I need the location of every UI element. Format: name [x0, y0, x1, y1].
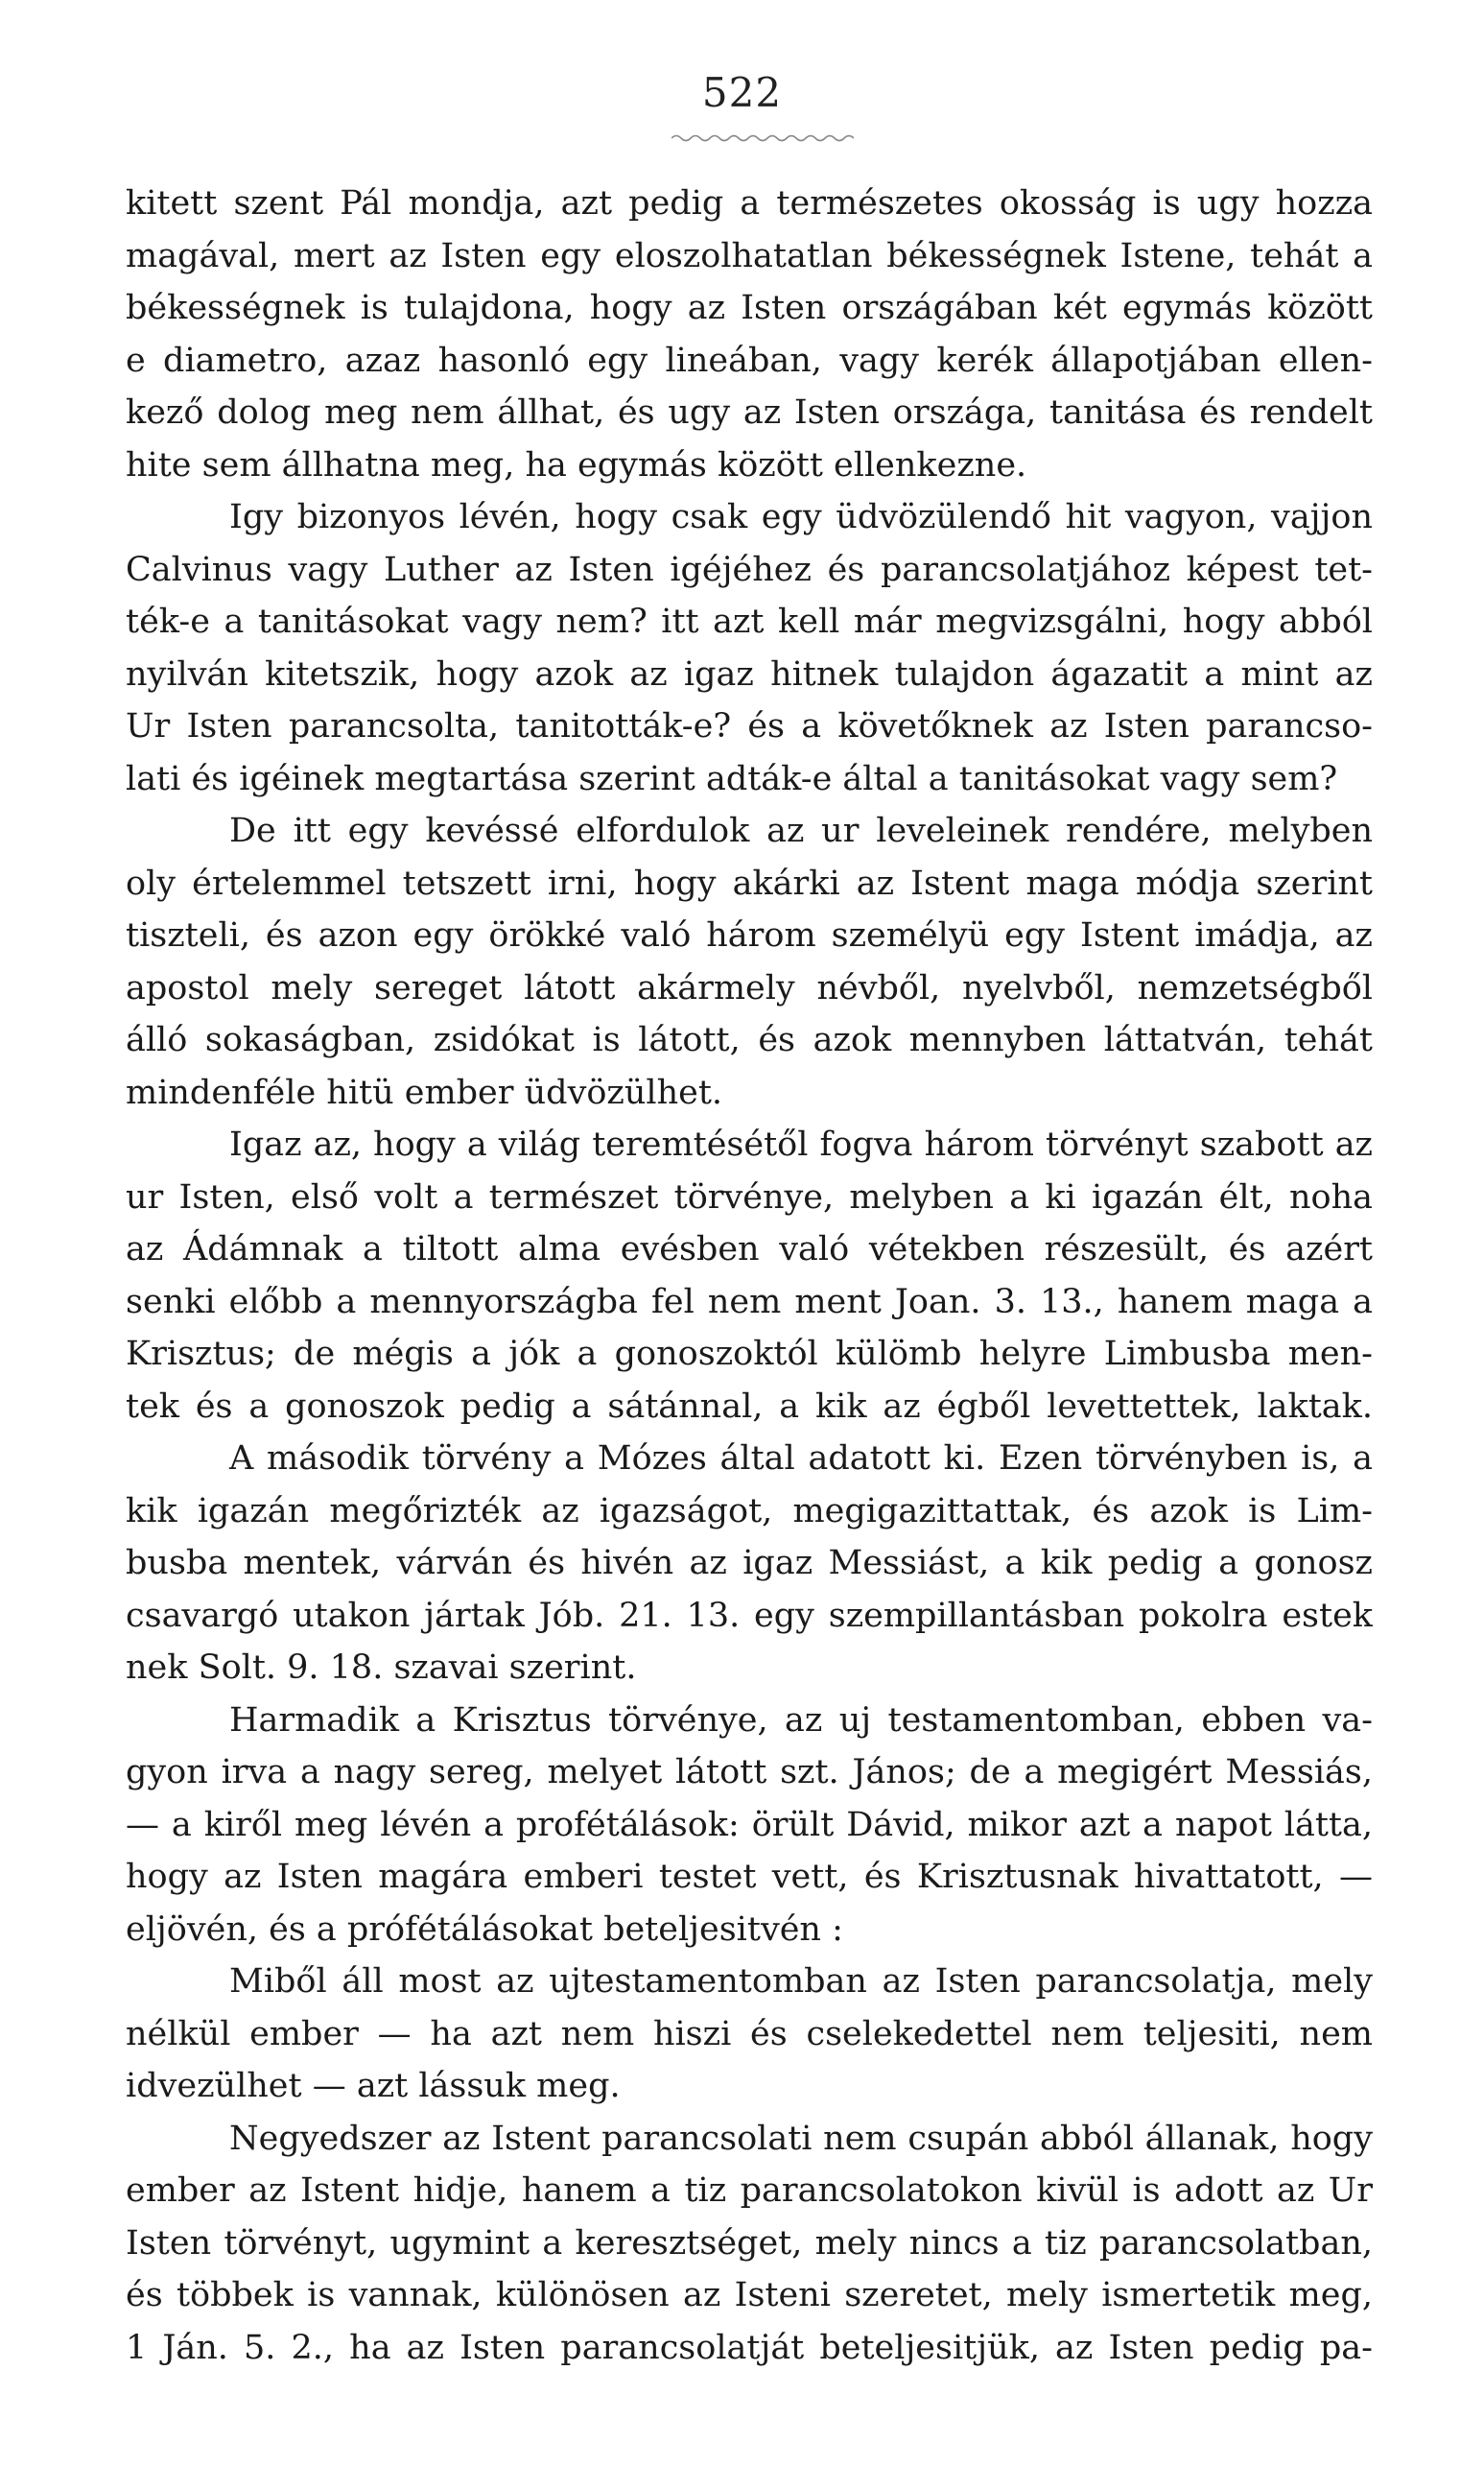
- text-line: ember az Istent hidje, hanem a tiz parancsolatokon kivül is adott az Ur: [126, 2171, 1373, 2210]
- text-line: eljövén, és a prófétálásokat beteljesitvén :: [126, 1909, 843, 1949]
- text-line: ur Isten, első volt a természet törvénye, melyben a ki igazán élt, noha: [126, 1177, 1373, 1217]
- text-line: idvezülhet — azt lássuk meg.: [126, 2067, 621, 2105]
- text-line: gyon irva a nagy sereg, melyet látott szt. János; de a megigért Messiás,: [126, 1753, 1373, 1791]
- text-line: álló sokaságban, zsidókat is látott, és azok mennyben láttatván, tehát: [126, 1021, 1373, 1059]
- text-line: Ur Isten parancsolta, tanitották-e? és a követőknek az Isten parancso-: [126, 707, 1373, 746]
- paragraph-5: [126, 1433, 1373, 1695]
- text-line: kitett szent Pál mondja, azt pedig a természetes okosság is ugy hozza: [126, 184, 1373, 223]
- text-line: apostol mely sereget látott akármely névből, nyelvből, nemzetségből: [126, 968, 1373, 1007]
- text-line: tek és a gonoszok pedig a sátánnal, a kik az égből levettettek, laktak.: [126, 1387, 1373, 1426]
- text-line: csavargó utakon jártak Jób. 21. 13. egy szempillantásban pokolra estek: [126, 1596, 1373, 1635]
- text-line: Calvinus vagy Luther az Isten igéjéhez és parancsolatjához képest tet-: [126, 550, 1373, 589]
- paragraph-7: [126, 1956, 1373, 2113]
- text-line: tiszteli, és azon egy örökké való három személyü egy Istent imádja, az: [126, 916, 1373, 955]
- text-line: Harmadik a Krisztus törvénye, az uj testamentomban, ebben va-: [229, 1700, 1373, 1740]
- text-line: De itt egy kevéssé elfordulok az ur leveleinek rendére, melyben: [229, 812, 1373, 850]
- text-line: kik igazán megőrizték az igazságot, megigazittattak, és azok is Lim-: [126, 1491, 1373, 1530]
- text-line: és többek is vannak, különösen az Isteni szeretet, mely ismertetik meg,: [126, 2276, 1373, 2314]
- text-line: lati és igéinek megtartása szerint adták-e által a tanitásokat vagy sem?: [126, 759, 1338, 798]
- text-line: kező dolog meg nem állhat, és ugy az Isten országa, tanitása és rendelt: [126, 393, 1373, 432]
- text-line: Igy bizonyos lévén, hogy csak egy üdvözülendő hit vagyon, vajjon: [229, 498, 1373, 536]
- text-line: nyilván kitetszik, hogy azok az igaz hitnek tulajdon ágazatit a mint az: [126, 654, 1373, 694]
- text-line: A második törvény a Mózes által adatott ki. Ezen törvényben is, a: [229, 1439, 1373, 1478]
- text-line: hogy az Isten magára emberi testet vett, és Krisztusnak hivattatott, —: [126, 1858, 1373, 1896]
- text-line: Negyedszer az Istent parancsolati nem csupán abból állanak, hogy: [229, 2119, 1373, 2158]
- text-line: békességnek is tulajdona, hogy az Isten országában két egymás között: [126, 289, 1373, 327]
- text-line: hite sem állhatna meg, ha egymás között ellenkezne.: [126, 445, 1027, 485]
- paragraph-6: [126, 1695, 1373, 1956]
- text-line: e diametro, azaz hasonló egy lineában, vagy kerék állapotjában ellen-: [126, 341, 1373, 380]
- text-line: Igaz az, hogy a világ teremtésétől fogva három törvényt szabott az: [229, 1126, 1373, 1164]
- paragraph-8: [126, 2113, 1373, 2375]
- decorative-rule-icon: [671, 131, 854, 145]
- paragraph-3: [126, 805, 1373, 1119]
- text-line: nélkül ember — ha azt nem hiszi és cselekedettel nem teljesiti, nem: [126, 2014, 1373, 2053]
- text-line: Krisztus; de mégis a jók a gonoszoktól külömb helyre Limbusba men-: [126, 1335, 1373, 1373]
- text-line: mindenféle hitü ember üdvözülhet.: [126, 1073, 723, 1112]
- text-line: oly értelemmel tetszett irni, hogy akárki az Istent maga módja szerint: [126, 864, 1373, 903]
- page-body: [126, 178, 1373, 2374]
- text-line: nek Solt. 9. 18. szavai szerint.: [126, 1648, 637, 1687]
- text-line: 1 Ján. 5. 2., ha az Isten parancsolatját beteljesitjük, az Isten pedig pa-: [126, 2328, 1373, 2367]
- page-number: 522: [701, 69, 783, 116]
- text-line: Miből áll most az ujtestamentomban az Isten parancsolatja, mely: [229, 1962, 1373, 2001]
- text-line: Isten törvényt, ugymint a keresztséget, mely nincs a tiz parancsolatban,: [126, 2223, 1373, 2263]
- paragraph-4: [126, 1119, 1373, 1433]
- text-line: — a kiről meg lévén a profétálások: örült Dávid, mikor azt a napot látta,: [126, 1805, 1373, 1844]
- text-line: senki előbb a mennyországba fel nem ment Joan. 3. 13., hanem maga a: [126, 1282, 1373, 1321]
- text-line: az Ádámnak a tiltott alma evésben való vétekben részesült, és azért: [126, 1230, 1373, 1268]
- text-line: magával, mert az Isten egy eloszolhatatlan békességnek Istene, tehát a: [126, 236, 1373, 275]
- paragraph-2: [126, 491, 1373, 805]
- text-line: ték-e a tanitásokat vagy nem? itt azt kell már megvizsgálni, hogy abból: [126, 603, 1373, 641]
- paragraph-1: [126, 178, 1373, 491]
- text-line: busba mentek, várván és hivén az igaz Messiást, a kik pedig a gonosz: [126, 1544, 1373, 1582]
